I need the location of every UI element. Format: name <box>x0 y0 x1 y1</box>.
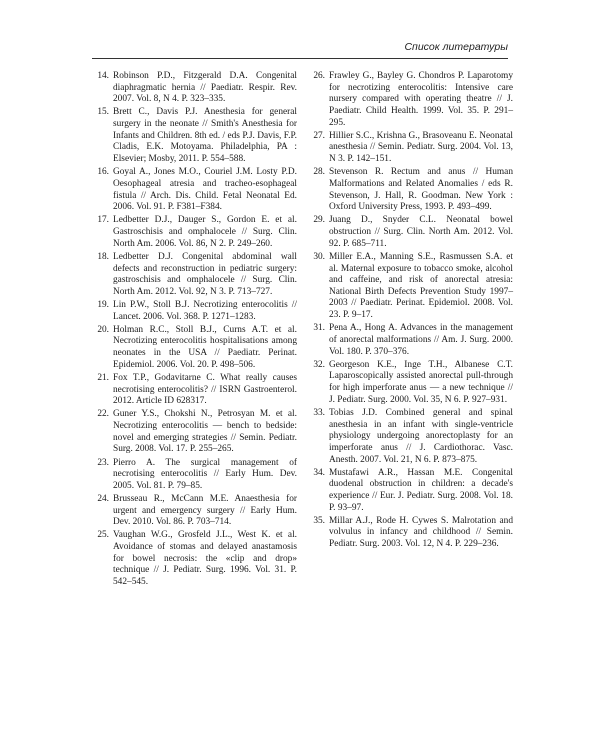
reference-item <box>308 360 513 407</box>
reference-number: 24. <box>97 493 109 504</box>
reference-text: Miller E.A., Manning S.E., Rasmussen S.A. et al. Maternal exposure to tobacco smoke, alcohol and caffeine, and risk of anorectal atresia: National Birth Defects Prevention Study 1997–2003 // Paediatr. Perinat. Epidemiol. 2008. Vol. 23. P. 9–17. <box>329 251 513 321</box>
reference-text: Holman R.C., Stoll B.J., Curns A.T. et al. Necrotizing enterocolitis hospitalisations among neonates in the USA // Paediatr. Perinat. Epidemiol. 2006. Vol. 20. P. 498–506. <box>113 324 297 370</box>
reference-item <box>92 300 297 323</box>
reference-number: 15. <box>97 107 109 118</box>
reference-item <box>92 458 297 493</box>
reference-text: Pierro A. The surgical management of necrotising enterocolitis // Early Hum. Dev. 2005. Vol. 81. P. 79–85. <box>113 457 297 491</box>
reference-text: Ledbetter D.J., Dauger S., Gordon E. et al. Gastroschisis and omphalocele // Surg. Clin. North Am. 2006. Vol. 86, N 2. P. 249–260. <box>113 215 297 249</box>
reference-item <box>92 215 297 250</box>
running-title: Список литературы <box>404 41 508 53</box>
reference-text: Brusseau R., McCann M.E. Anaesthesia for urgent and emergency surgery // Early Hum. Dev. 2010. Vol. 86. P. 703–714. <box>113 493 297 528</box>
reference-text: Millar A.J., Rode H. Cywes S. Malrotation and volvulus in infancy and childhood // Semin. Pediatr. Surg. 2003. Vol. 12, N 4. P. 229–236. <box>329 515 513 550</box>
reference-number: 22. <box>97 409 109 420</box>
reference-item <box>308 71 513 129</box>
reference-number: 14. <box>97 71 109 81</box>
reference-item <box>308 408 513 466</box>
reference-column-right <box>308 71 513 552</box>
reference-number: 31. <box>313 323 325 334</box>
reference-item <box>92 107 297 165</box>
reference-item <box>308 468 513 515</box>
reference-number: 25. <box>97 530 109 541</box>
reference-item <box>92 325 297 372</box>
reference-text: Robinson P.D., Fitzgerald D.A. Congenital diaphragmatic hernia // Paediatr. Respir. Rev. 2007. Vol. 8, N 4. P. 323–335. <box>113 71 297 105</box>
reference-number: 16. <box>97 167 109 178</box>
reference-text: Ledbetter D.J. Congenital abdominal wall defects and reconstruction in pediatric surgery: gastroschisis and omphalocele // Surg. Clin. North Am. 2012. Vol. 92, N 3. P. 713–727. <box>113 251 297 297</box>
reference-item <box>92 167 297 214</box>
reference-text: Fox T.P., Godavitarne C. What really causes necrotising enterocolitis? // ISRN Gastroenterol. 2012. Article ID 628317. <box>113 372 297 407</box>
reference-item <box>92 252 297 299</box>
reference-number: 33. <box>313 407 325 418</box>
reference-text: Vaughan W.G., Grosfeld J.L., West K. et al. Avoidance of stomas and delayed anastamosis for bowel necrosis: the «clip and drop» technique // J. Pediatr. Surg. 1996. Vol. 31. P. 542–545. <box>113 530 297 588</box>
reference-text: Georgeson K.E., Inge T.H., Albanese C.T. Laparoscopically assisted anorectal pull-through for high imperforate anus — a new technique // J. Pediatr. Surg. 2000. Vol. 35, N 6. P. 927–931. <box>329 359 513 405</box>
reference-text: Hillier S.C., Krishna G., Brasoveanu E. Neonatal anesthesia // Semin. Pediatr. Surg. 2004. Vol. 13, N 3. P. 142–151. <box>329 130 513 165</box>
reference-item <box>308 215 513 250</box>
reference-text: Goyal A., Jones M.O., Couriel J.M. Losty P.D. Oesophageal atresia and tracheo-esophageal fistula // Arch. Dis. Child. Fetal Neonatal Ed. 2006. Vol. 91. P. F381–F384. <box>113 167 297 213</box>
reference-item <box>308 131 513 166</box>
reference-text: Pena A., Hong A. Advances in the management of anorectal malformations // Am. J. Surg. 2000. Vol. 180. P. 370–376. <box>329 323 513 357</box>
reference-number: 28. <box>313 167 325 178</box>
reference-number: 34. <box>313 467 325 478</box>
reference-number: 17. <box>97 215 109 226</box>
reference-text: Juang D., Snyder C.L. Neonatal bowel obstruction // Surg. Clin. North Am. 2012. Vol. 92. P. 685–711. <box>329 215 513 249</box>
reference-number: 32. <box>313 359 325 370</box>
reference-item <box>308 252 513 322</box>
reference-number: 19. <box>97 299 109 310</box>
reference-item <box>308 167 513 214</box>
reference-item <box>92 409 297 456</box>
reference-item <box>92 494 297 529</box>
reference-text: Guner Y.S., Chokshi N., Petrosyan M. et al. Necrotizing enterocolitis — bench to bedside: novel and emerging strategies // Semin. Pediatr. Surg. 2008. Vol. 17. P. 255–265. <box>113 409 297 455</box>
reference-item <box>92 530 297 588</box>
reference-text: Brett C., Davis P.J. Anesthesia for general surgery in the neonate // Smith's Anesthesia for Infants and Children. 8th ed. / eds P.J. Davis, F.P. Cladis, E.K. Motoyama. Philadelphia, PA : Elsevier; Mosby, 2011. P. 554–588. <box>113 107 297 165</box>
reference-number: 23. <box>97 457 109 468</box>
reference-number: 21. <box>97 372 109 383</box>
header-rule <box>92 58 508 59</box>
reference-item <box>308 516 513 551</box>
reference-text: Lin P.W., Stoll B.J. Necrotizing enterocolitis // Lancet. 2006. Vol. 368. P. 1271–1283. <box>113 299 297 322</box>
reference-number: 29. <box>313 215 325 226</box>
reference-number: 30. <box>313 251 325 262</box>
reference-number: 20. <box>97 324 109 335</box>
reference-number: 27. <box>313 130 325 141</box>
reference-text: Tobias J.D. Combined general and spinal anesthesia in an infant with single-ventricle physiology undergoing anorectoplasty for an imperforate anus // J. Cardiothorac. Vasc. Anesth. 2007. Vol. 21, N 6. P. 873–875. <box>329 407 513 465</box>
reference-column-left <box>92 71 297 590</box>
reference-item <box>92 373 297 408</box>
reference-item <box>92 71 297 106</box>
reference-number: 18. <box>97 251 109 262</box>
reference-number: 35. <box>313 515 325 526</box>
reference-text: Frawley G., Bayley G. Chondros P. Laparotomy for necrotizing enterocolitis: Intensive care nursery compared with operating theatre // J. Paediatr. Child Health. 1999. Vol. 35. P. 291–295. <box>329 71 513 128</box>
reference-item <box>308 323 513 358</box>
reference-number: 26. <box>313 71 325 81</box>
reference-text: Mustafawi A.R., Hassan M.E. Congenital duodenal obstruction in children: a decade's experience // Eur. J. Pediatr. Surg. 2008. Vol. 18. P. 93–97. <box>329 467 513 513</box>
reference-text: Stevenson R. Rectum and anus // Human Malformations and Related Anomalies / eds R. Stevenson, J. Hall, R. Goodman. New York : Oxford University Press, 1993. P. 493–499. <box>329 167 513 213</box>
